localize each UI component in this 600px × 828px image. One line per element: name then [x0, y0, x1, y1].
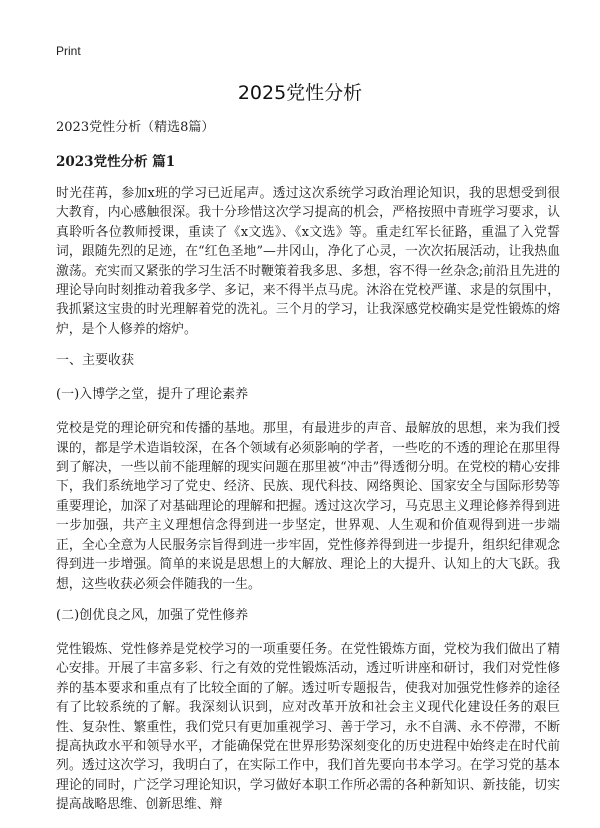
print-link[interactable]: Print [56, 44, 81, 58]
section-heading: 2023党性分析 篇1 [56, 154, 176, 170]
document-title: 2025党性分析 [237, 82, 363, 104]
sub-heading-1: (一)入博学之堂，提升了理论素养 [56, 387, 249, 403]
document-body [56, 118, 560, 827]
main-heading: 一、主要收获 [56, 353, 135, 369]
paragraph-2: 党性锻炼、党性修养是党校学习的一项重要任务。在党性锻炼方面，党校为我们做出了精心安排。开展了丰富多彩、行之有效的党性锻炼活动，透过听讲座和研讨，我们对党性修养的基本要求和重点有了比较全面的了解。透过听专题报告，使我对加强党性修养的途径有了比较系统的了解。我深刻认识到，应对改革开放和社会主义现代化建设任务的艰巨性、复杂性、繁重性，我们党只有更加重视学习、善于学习，永不自满、永不停滞，不断提高执政水平和领导水平，才能确保党在世界形势深刻变化的历史进程中始终走在时代前列。透过这次学习，我明白了，在实际工作中，我们首先要向书本学习。在学习党的基本理论的同时，广泛学习理论知识，学习做好本职工作所必需的各种新知识、新技能，切实提高战略思维、创新思维、辩 [56, 641, 560, 813]
intro-paragraph: 时光荏苒，参加x班的学习已近尾声。透过这次系统学习政治理论知识，我的思想受到很大教育，内心感触很深。我十分珍惜这次学习提高的机会，严格按照中青班学习要求，认真聆听各位教师授课，重读了《x文选》、《x文选》等。重走红军长征路，重温了入党誓词，跟随先烈的足迹，在“红色圣地”—井冈山，净化了心灵，一次次拓展活动，让我热血激荡。充实而又紧张的学习生活不时鞭策着我多思、多想，容不得一丝杂念;前沿且先进的理论导向时刻推动着我多学、多记，来不得半点马虎。沐浴在党校严谨、求是的氛围中，我抓紧这宝贵的时光理解着党的洗礼。三个月的学习，让我深感党校确实是党性锻炼的熔炉，是个人修养的熔炉。 [56, 186, 560, 337]
sub-heading-2: (二)创优良之风，加强了党性修养 [56, 607, 249, 623]
document-subtitle: 2023党性分析（精选8篇） [56, 120, 215, 135]
paragraph-1: 党校是党的理论研究和传播的基地。那里，有最进步的声音、最解放的思想，来为我们授课的，都是学术造诣较深，在各个领域有必须影响的学者，一些吃的不透的理论在那里得到了解决，一些以前不能理解的现实问题在那里被“冲击”得透彻分明。在党校的精心安排下，我们系统地学习了党史、经济、民族、现代科技、网络舆论、国家安全与国际形势等重要理论，加深了对基础理论的理解和把握。透过这次学习，马克思主义理论修养得到进一步加强，共产主义理想信念得到进一步坚定，世界观、人生观和价值观得到进一步端正，全心全意为人民服务宗旨得到进一步牢固，党性修养得到进一步提升，组织纪律观念得到进一步增强。简单的来说是思想上的大解放、理论上的大提升、认知上的大飞跃。我想，这些收获必须会伴随我的一生。 [56, 421, 560, 592]
